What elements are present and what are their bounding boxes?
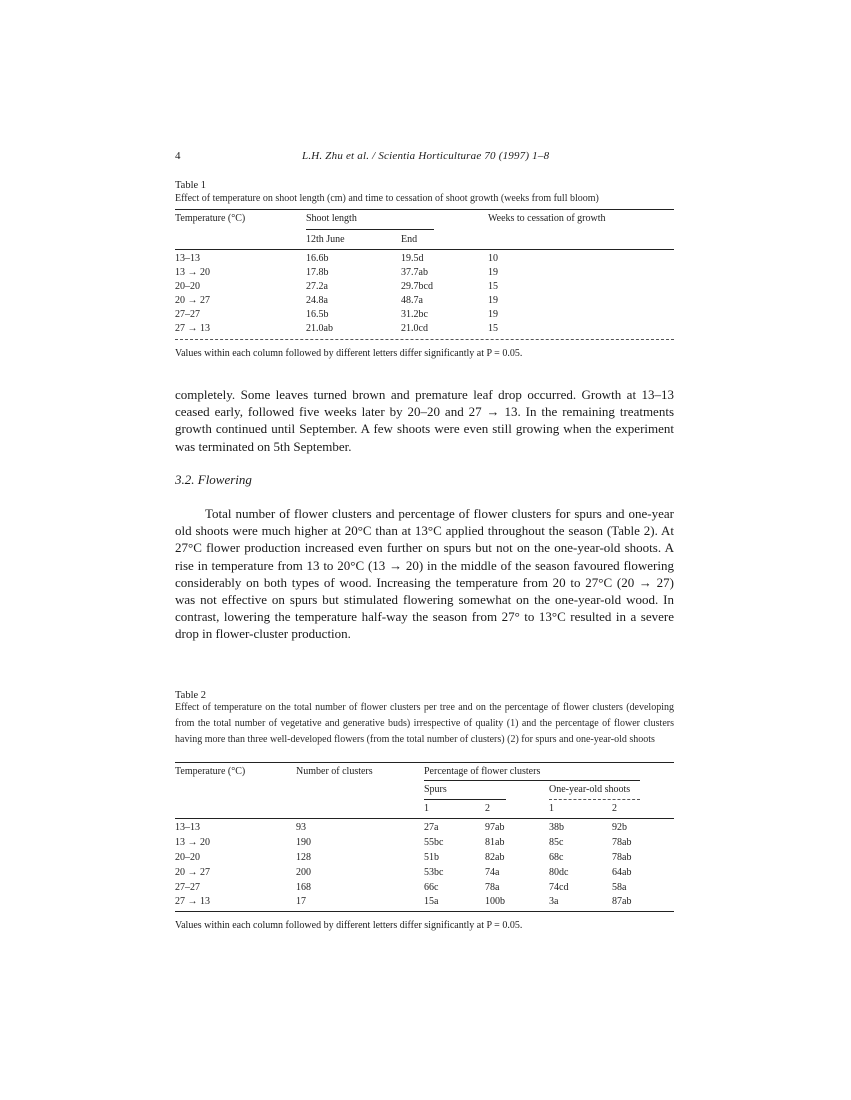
table1-row-temp: 27 → 13 [175,323,210,334]
table1-row-june: 27.2a [306,281,328,292]
table2-footnote: Values within each column followed by different letters differ significantly at P = 0.05. [175,920,523,931]
table2-header-spurs-1: 1 [424,803,429,814]
table2-row-spurs-1: 51b [424,852,439,863]
table2-label: Table 2 [175,690,207,701]
table2-row-clusters: 190 [296,837,311,848]
table1-row-end: 21.0cd [401,323,428,334]
table1-header-rule [175,249,674,250]
table1-bottom-rule [175,339,674,340]
table1-row-end: 19.5d [401,253,424,264]
table1-header-end: End [401,234,418,245]
table2-row-shoots-1: 38b [549,822,564,833]
table2-spurs-rule [424,799,506,800]
table2-row-spurs-1: 66c [424,882,439,893]
table1-header-june: 12th June [306,234,345,245]
table1-row-end: 29.7bcd [401,281,433,292]
table2-header-spurs: Spurs [424,784,447,795]
page-number: 4 [175,150,181,162]
table2-row-shoots-2: 92b [612,822,627,833]
table1-row-weeks: 19 [488,309,498,320]
table2-row-shoots-1: 3a [549,896,559,907]
table2-row-spurs-1: 27a [424,822,439,833]
table2-top-rule [175,762,674,763]
body-paragraph-flowering [175,505,674,643]
table2-row-spurs-1: 55bc [424,837,444,848]
table1-row-june: 17.8b [306,267,329,278]
table1-row-temp: 13 → 20 [175,267,210,278]
table2-row-spurs-2: 100b [485,896,505,907]
table2-row-shoots-1: 85c [549,837,564,848]
table1-row-end: 37.7ab [401,267,428,278]
table2-row-shoots-2: 78ab [612,837,632,848]
table2-header-shoots-1: 1 [549,803,554,814]
table2-percentage-rule [424,780,640,781]
table1-top-rule [175,209,674,210]
table2-row-shoots-2: 58a [612,882,627,893]
table2-row-temp: 27 → 13 [175,896,210,907]
table2-row-shoots-2: 64ab [612,867,632,878]
table2-header-percentage: Percentage of flower clusters [424,766,541,777]
table2-row-clusters: 168 [296,882,311,893]
table2-header-temperature: Temperature (°C) [175,766,246,777]
paragraph-text: completely. Some leaves turned brown and premature leaf drop occurred. Growth at 13–13 ceased early, followed five weeks later by 20–20 and 27 → 13. In the remaining treatments growth continued until September. A few shoots were even still growing when the experiment was terminated on 5th September. [175,387,674,454]
table1-row-end: 31.2bc [401,309,428,320]
table2-shoots-rule [549,799,640,800]
table1-row-temp: 20 → 27 [175,295,210,306]
table2-row-spurs-2: 82ab [485,852,505,863]
section-heading: 3.2. Flowering [175,472,252,487]
table1-row-temp: 13–13 [175,253,200,264]
table2-row-spurs-1: 53bc [424,867,444,878]
table2-row-spurs-2: 97ab [485,822,505,833]
table2-row-temp: 20–20 [175,852,200,863]
table1-header-shoot-length: Shoot length [306,213,357,224]
table2-bottom-rule [175,911,674,912]
table1-row-weeks: 10 [488,253,498,264]
table2-row-spurs-1: 15a [424,896,439,907]
table2-row-spurs-2: 74a [485,867,500,878]
table1-row-june: 16.5b [306,309,329,320]
table1-footnote: Values within each column followed by different letters differ significantly at P = 0.05. [175,348,523,359]
table2-row-shoots-1: 74cd [549,882,569,893]
paragraph-text: Total number of flower clusters and percentage of flower clusters for spurs and one-year old shoots were much higher at 20°C than at 13°C applied throughout the season (Table 2). At 27°C flower production increased even further on spurs but not on the one-year-old shoots. A rise in temperature from 13 to 20°C (13 → 20) in the middle of the season favoured flowering considerably on both types of wood. Increasing the temperature from 20 to 27°C (20 → 27) was not effective on spurs but stimulated flowering somewhat on the one-year-old wood. In contrast, lowering the temperature half-way the season from 27° to 13°C resulted in a severe drop in flower-cluster production. [175,506,674,642]
table2-header-rule [175,818,674,819]
table2-row-temp: 13 → 20 [175,837,210,848]
table2-header-shoots: One-year-old shoots [549,784,631,795]
table2-row-temp: 13–13 [175,822,200,833]
table2-row-shoots-1: 80dc [549,867,569,878]
table2-header-spurs-2: 2 [485,803,490,814]
table1-row-end: 48.7a [401,295,423,306]
table2-row-clusters: 93 [296,822,306,833]
table1-row-june: 24.8a [306,295,328,306]
table1-row-weeks: 15 [488,323,498,334]
table1-subheader-rule [306,229,434,230]
table2-row-clusters: 128 [296,852,311,863]
table2-header-clusters: Number of clusters [296,766,373,777]
table1-header-temperature: Temperature (°C) [175,213,246,224]
table2-row-temp: 20 → 27 [175,867,210,878]
table2-row-shoots-2: 78ab [612,852,632,863]
table1-row-weeks: 19 [488,295,498,306]
table1-header-weeks: Weeks to cessation of growth [488,213,606,224]
table1-row-june: 21.0ab [306,323,333,334]
running-head: L.H. Zhu et al. / Scientia Horticulturae 70 (1997) 1–8 [302,150,550,162]
table2-row-temp: 27–27 [175,882,200,893]
table1-row-temp: 20–20 [175,281,200,292]
table1-row-weeks: 19 [488,267,498,278]
table2-row-spurs-2: 81ab [485,837,505,848]
table2-row-shoots-1: 68c [549,852,564,863]
table2-row-clusters: 17 [296,896,306,907]
table1-caption: Effect of temperature on shoot length (cm) and time to cessation of shoot growth (weeks from full bloom) [175,193,599,204]
table2-row-shoots-2: 87ab [612,896,632,907]
body-paragraph-continued [175,386,674,455]
table1-row-june: 16.6b [306,253,329,264]
table2-row-clusters: 200 [296,867,311,878]
table2-header-shoots-2: 2 [612,803,617,814]
table1-label: Table 1 [175,180,207,191]
table2-row-spurs-2: 78a [485,882,500,893]
table1-row-weeks: 15 [488,281,498,292]
table1-row-temp: 27–27 [175,309,200,320]
table2-caption: Effect of temperature on the total number of flower clusters per tree and on the percentage of flower clusters (developing from the total number of vegetative and generative buds) irrespective of quality (1) and the percentage of flower clusters having more than three well-developed flowers (from the total number of clusters) (2) for spurs and one-year-old shoots [175,702,674,745]
